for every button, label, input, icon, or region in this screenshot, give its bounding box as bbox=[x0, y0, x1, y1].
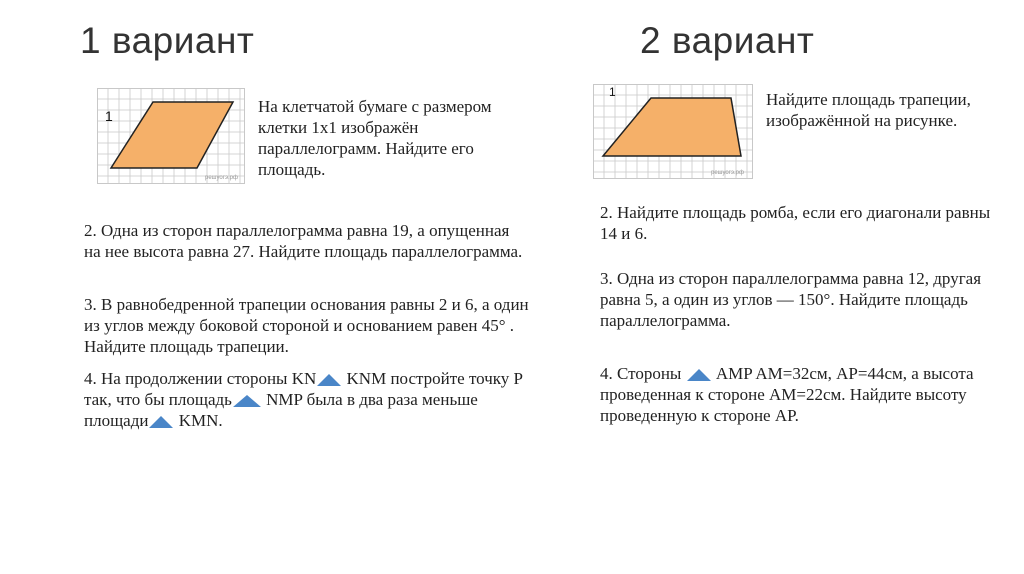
v2-task4-part2: AMP AM=32см, AP=44см, а высота проведенная к стороне AM=22см. Найдите высоту проведенную к стороне AP. bbox=[600, 364, 974, 425]
v1-task4-part1: 4. На продолжении стороны KN bbox=[84, 369, 317, 388]
v1-task4-part2: KNM постройте точку P так, что бы площадь bbox=[84, 369, 523, 409]
triangle-icon bbox=[232, 394, 262, 408]
v1-task4-part4: KMN. bbox=[174, 411, 223, 430]
parallelogram-figure bbox=[97, 88, 245, 189]
v2-task2: 2. Найдите площадь ромба, если его диагонали равны 14 и 6. bbox=[600, 203, 991, 243]
watermark: решуогэ.рф bbox=[711, 170, 744, 176]
v2-task3: 3. Одна из сторон параллелограмма равна 12, другая равна 5, а один из углов — 150°. Найдите площадь параллелограмма. bbox=[600, 269, 982, 330]
trapezoid-grid bbox=[593, 84, 753, 179]
triangle-icon bbox=[148, 415, 174, 429]
v1-task2: 2. Одна из сторон параллелограмма равна 19, а опущенная на нее высота равна 27. Найдите площадь параллелограмма. bbox=[84, 221, 523, 261]
v1-task4-part3: NMP была в два раза меньше площади bbox=[84, 390, 478, 430]
triangle-icon bbox=[686, 368, 712, 382]
figure-label: 1 bbox=[609, 85, 616, 99]
variant-2-title: 2 вариант bbox=[640, 20, 815, 61]
v1-task3: 3. В равнобедренной трапеции основания равны 2 и 6, а один из углов между боковой стороной и основанием равен 45° . Найдите площадь трапеции. bbox=[84, 295, 529, 356]
triangle-icon bbox=[316, 373, 342, 387]
trapezoid-figure bbox=[593, 84, 753, 184]
parallelogram-grid bbox=[97, 88, 245, 184]
v2-task4-part1: 4. Стороны bbox=[600, 364, 682, 383]
v1-task4 bbox=[84, 368, 534, 431]
figure-label: 1 bbox=[105, 108, 113, 124]
variant-1-title: 1 вариант bbox=[80, 20, 255, 61]
v1-task1: На клетчатой бумаге с размером клетки 1х1 изображён параллелограмм. Найдите его площадь. bbox=[258, 97, 492, 179]
watermark: решуогэ.рф bbox=[205, 175, 238, 181]
v2-task4 bbox=[600, 363, 1000, 426]
v2-task1: Найдите площадь трапеции, изображённой на рисунке. bbox=[766, 90, 971, 130]
